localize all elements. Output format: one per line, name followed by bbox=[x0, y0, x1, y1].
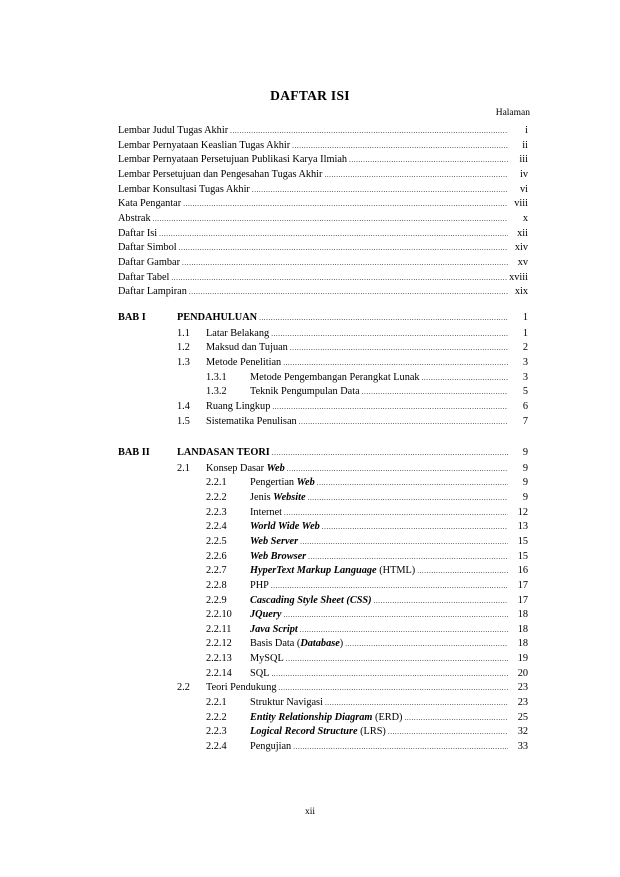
page-column-header: Halaman bbox=[495, 108, 530, 118]
entry-page: 20 bbox=[517, 667, 528, 679]
entry-label: Sistematika Penulisan bbox=[206, 415, 297, 427]
subsection-number: 2.2.3 bbox=[206, 726, 227, 738]
toc-front-item bbox=[118, 285, 528, 299]
entry-label: Pengujian bbox=[250, 741, 292, 752]
dot-leader bbox=[271, 579, 508, 593]
subsection-row bbox=[250, 696, 528, 710]
dot-leader bbox=[189, 285, 508, 299]
dot-leader bbox=[417, 564, 508, 578]
dot-leader bbox=[308, 550, 508, 564]
entry-label: Abstrak bbox=[118, 212, 151, 224]
entry-page: iv bbox=[519, 168, 528, 180]
entry-page: 18 bbox=[517, 638, 528, 650]
entry-label bbox=[250, 594, 372, 608]
entry-page: 9 bbox=[522, 462, 528, 474]
toc-front-item bbox=[118, 168, 528, 182]
toc-front-item bbox=[118, 197, 528, 211]
section-row bbox=[206, 400, 528, 414]
subsection-row bbox=[250, 535, 528, 549]
entry-page: 13 bbox=[517, 521, 528, 533]
subsection-number: 2.2.11 bbox=[206, 623, 232, 635]
entry-label: Jenis Website bbox=[250, 491, 306, 503]
section-number: 2.2 bbox=[177, 682, 190, 694]
dot-leader bbox=[362, 385, 508, 399]
entry-page: 18 bbox=[517, 609, 528, 621]
entry-page: xv bbox=[517, 256, 528, 268]
entry-label-italic: Web Server bbox=[250, 535, 299, 547]
section-number: 1.5 bbox=[177, 415, 190, 427]
entry-label: Daftar Isi bbox=[118, 227, 158, 239]
subsection-number: 1.3.2 bbox=[206, 386, 227, 398]
section-number: 1.4 bbox=[177, 400, 190, 412]
entry-page: 25 bbox=[517, 711, 528, 723]
entry-label: Daftar Simbol bbox=[118, 242, 177, 254]
entry-label bbox=[250, 520, 320, 534]
toc-front-item bbox=[118, 153, 528, 167]
entry-label-italic: World Wide Web bbox=[250, 521, 320, 533]
dot-leader bbox=[422, 371, 508, 385]
section-row bbox=[206, 415, 528, 429]
entry-label: MySQL bbox=[250, 653, 284, 665]
dot-leader bbox=[159, 227, 508, 241]
entry-label: Konsep Dasar Web bbox=[206, 462, 285, 474]
entry-label-italic: Web bbox=[266, 462, 285, 474]
subsection-number: 2.2.2 bbox=[206, 491, 227, 503]
entry-page: 9 bbox=[522, 477, 528, 489]
entry-page: 9 bbox=[522, 491, 528, 503]
entry-label: Metode Penelitian bbox=[206, 356, 282, 368]
subsection-number: 2.2.12 bbox=[206, 638, 232, 650]
subsection-row bbox=[250, 476, 528, 490]
section-number: 1.3 bbox=[177, 356, 190, 368]
entry-page: 23 bbox=[517, 682, 528, 694]
entry-label: Daftar Tabel bbox=[118, 271, 170, 283]
dot-leader bbox=[293, 740, 508, 754]
subsection-row bbox=[250, 371, 528, 385]
section-row bbox=[206, 327, 528, 341]
entry-label: Daftar Gambar bbox=[118, 256, 181, 268]
entry-page: 2 bbox=[522, 342, 528, 354]
toc-front-item bbox=[118, 271, 528, 285]
entry-page: 19 bbox=[517, 653, 528, 665]
dot-leader bbox=[230, 124, 508, 138]
entry-page: xii bbox=[517, 227, 528, 239]
dot-leader bbox=[272, 400, 508, 414]
toc-front-item bbox=[118, 241, 528, 255]
dot-leader bbox=[153, 212, 508, 226]
toc-front-item bbox=[118, 227, 528, 241]
entry-label bbox=[250, 550, 306, 564]
entry-label: Daftar Lampiran bbox=[118, 286, 187, 298]
dot-leader bbox=[325, 696, 508, 710]
subsection-number: 2.2.6 bbox=[206, 550, 227, 562]
entry-label: Lembar Pernyataan Persetujuan Publikasi Karya Ilmiah bbox=[118, 154, 348, 166]
section-row bbox=[206, 356, 528, 370]
subsection-row bbox=[250, 623, 528, 637]
chapter-number: BAB II bbox=[118, 447, 150, 458]
subsection-number: 2.2.4 bbox=[206, 741, 227, 752]
toc-front-item bbox=[118, 183, 528, 197]
subsection-row bbox=[250, 637, 528, 651]
dot-leader bbox=[252, 183, 508, 197]
dot-leader bbox=[287, 462, 508, 476]
entry-label-italic: Java Script bbox=[250, 623, 298, 635]
entry-page: 12 bbox=[517, 506, 528, 518]
chapter-number: BAB I bbox=[118, 312, 146, 323]
subsection-number: 2.2.4 bbox=[206, 521, 227, 533]
subsection-row bbox=[250, 711, 528, 725]
entry-label: Lembar Persetujuan dan Pengesahan Tugas Akhir bbox=[118, 168, 323, 180]
subsection-row bbox=[250, 579, 528, 593]
subsection-row bbox=[250, 491, 528, 505]
entry-page: 6 bbox=[522, 400, 528, 412]
dot-leader bbox=[284, 506, 508, 520]
dot-leader bbox=[308, 491, 508, 505]
entry-page: i bbox=[525, 125, 528, 136]
entry-page: 23 bbox=[517, 697, 528, 709]
dot-leader bbox=[271, 327, 508, 341]
dot-leader bbox=[404, 711, 508, 725]
entry-page: ii bbox=[522, 139, 528, 151]
entry-label: PENDAHULUAN bbox=[177, 312, 258, 323]
subsection-number: 2.2.5 bbox=[206, 535, 227, 547]
entry-page: 17 bbox=[517, 594, 528, 606]
dot-leader bbox=[300, 623, 508, 637]
entry-label-italic: Web Browser bbox=[250, 550, 307, 562]
entry-page: 33 bbox=[517, 741, 528, 752]
entry-page: 5 bbox=[522, 386, 528, 398]
dot-leader bbox=[349, 153, 508, 167]
entry-page: xiv bbox=[514, 242, 528, 254]
entry-label bbox=[250, 535, 298, 549]
dot-leader bbox=[374, 594, 508, 608]
entry-label: LANDASAN TEORI bbox=[177, 447, 270, 458]
subsection-number: 2.2.1 bbox=[206, 697, 227, 709]
entry-label-italic: Website bbox=[273, 491, 306, 503]
dot-leader bbox=[299, 415, 508, 429]
entry-page: xix bbox=[514, 286, 528, 298]
subsection-number: 2.2.14 bbox=[206, 667, 232, 679]
entry-label: Teknik Pengumpulan Data bbox=[250, 386, 360, 398]
toc-front-item bbox=[118, 124, 528, 138]
dot-leader bbox=[300, 535, 508, 549]
subsection-number: 2.2.10 bbox=[206, 609, 232, 621]
dot-leader bbox=[322, 520, 508, 534]
entry-label bbox=[250, 608, 281, 622]
subsection-row bbox=[250, 520, 528, 534]
entry-page: 18 bbox=[517, 623, 528, 635]
entry-page: viii bbox=[514, 198, 528, 210]
entry-page: 1 bbox=[522, 312, 528, 323]
dot-leader bbox=[259, 311, 508, 325]
entry-label: Lembar Pernyataan Keaslian Tugas Akhir bbox=[118, 139, 291, 151]
entry-label-italic: Web bbox=[296, 477, 315, 489]
entry-label: HyperText Markup Language (HTML) bbox=[250, 565, 416, 577]
entry-label: Lembar Judul Tugas Akhir bbox=[118, 125, 229, 136]
entry-label: PHP bbox=[250, 579, 269, 591]
entry-label: Maksud dan Tujuan bbox=[206, 342, 288, 354]
dot-leader bbox=[271, 667, 508, 681]
entry-label: Struktur Navigasi bbox=[250, 697, 323, 709]
entry-page: 7 bbox=[522, 415, 528, 427]
subsection-row bbox=[250, 740, 528, 754]
entry-page: iii bbox=[519, 154, 528, 166]
dot-leader bbox=[279, 681, 509, 695]
section-number: 2.1 bbox=[177, 462, 190, 474]
subsection-row bbox=[250, 667, 528, 681]
subsection-row bbox=[250, 725, 528, 739]
dot-leader bbox=[179, 241, 508, 255]
subsection-row bbox=[250, 385, 528, 399]
subsection-number: 1.3.1 bbox=[206, 371, 227, 383]
entry-label: Teori Pendukung bbox=[206, 682, 277, 694]
subsection-number: 2.2.9 bbox=[206, 594, 227, 606]
chapter-row bbox=[177, 311, 528, 325]
subsection-number: 2.2.13 bbox=[206, 653, 232, 665]
entry-page: 1 bbox=[522, 327, 528, 339]
toc-front-item bbox=[118, 256, 528, 270]
page-title: DAFTAR ISI bbox=[270, 88, 350, 103]
dot-leader bbox=[292, 139, 508, 153]
entry-label: Entity Relationship Diagram (ERD) bbox=[250, 711, 403, 723]
entry-label-italic: Entity Relationship Diagram bbox=[250, 711, 373, 723]
entry-label: Ruang Lingkup bbox=[206, 400, 271, 412]
page-number: xii bbox=[304, 807, 316, 817]
entry-label: Basis Data (Database) bbox=[250, 638, 344, 650]
subsection-number: 2.2.2 bbox=[206, 711, 227, 723]
toc-front-item bbox=[118, 212, 528, 226]
entry-label: Internet bbox=[250, 506, 283, 518]
dot-leader bbox=[388, 725, 508, 739]
subsection-row bbox=[250, 506, 528, 520]
dot-leader bbox=[317, 476, 508, 490]
entry-label: Pengertian Web bbox=[250, 477, 315, 489]
subsection-row bbox=[250, 608, 528, 622]
entry-label bbox=[250, 623, 298, 637]
entry-page: 9 bbox=[522, 447, 528, 458]
entry-page: 3 bbox=[522, 356, 528, 368]
section-row bbox=[206, 341, 528, 355]
entry-label: Lembar Konsultasi Tugas Akhir bbox=[118, 183, 250, 195]
entry-label: Metode Pengembangan Perangkat Lunak bbox=[250, 371, 420, 383]
subsection-row bbox=[250, 564, 528, 578]
entry-page: 16 bbox=[517, 565, 528, 577]
subsection-number: 2.2.7 bbox=[206, 565, 227, 577]
toc-front-item bbox=[118, 139, 528, 153]
entry-page: 32 bbox=[517, 726, 528, 738]
entry-label-italic: HyperText Markup Language bbox=[250, 565, 377, 577]
entry-page: xviii bbox=[509, 271, 528, 283]
entry-page: 17 bbox=[517, 579, 528, 591]
entry-label-italic: Database bbox=[300, 638, 340, 650]
subsection-number: 2.2.3 bbox=[206, 506, 227, 518]
dot-leader bbox=[283, 356, 508, 370]
entry-label-italic: Logical Record Structure bbox=[250, 726, 358, 738]
entry-label-italic: Cascading Style Sheet (CSS) bbox=[250, 594, 372, 606]
subsection-number: 2.2.8 bbox=[206, 579, 227, 591]
subsection-row bbox=[250, 652, 528, 666]
section-row bbox=[206, 462, 528, 476]
entry-page: vi bbox=[519, 183, 528, 195]
entry-page: x bbox=[522, 212, 528, 224]
section-number: 1.2 bbox=[177, 342, 190, 354]
entry-page: 15 bbox=[517, 550, 528, 562]
dot-leader bbox=[183, 197, 508, 211]
entry-label: SQL bbox=[250, 667, 270, 679]
dot-leader bbox=[290, 341, 508, 355]
entry-label: Latar Belakang bbox=[206, 327, 270, 339]
chapter-row bbox=[177, 446, 528, 460]
subsection-row bbox=[250, 594, 528, 608]
dot-leader bbox=[345, 637, 508, 651]
dot-leader bbox=[324, 168, 508, 182]
section-number: 1.1 bbox=[177, 327, 190, 339]
dot-leader bbox=[171, 271, 507, 285]
dot-leader bbox=[286, 652, 508, 666]
dot-leader bbox=[182, 256, 508, 270]
dot-leader bbox=[272, 446, 508, 460]
subsection-row bbox=[250, 550, 528, 564]
section-row bbox=[206, 681, 528, 695]
entry-label-italic: JQuery bbox=[250, 609, 282, 621]
entry-label: Logical Record Structure (LRS) bbox=[250, 726, 386, 738]
subsection-number: 2.2.1 bbox=[206, 477, 227, 489]
dot-leader bbox=[283, 608, 508, 622]
entry-page: 15 bbox=[517, 535, 528, 547]
entry-label: Kata Pengantar bbox=[118, 198, 182, 210]
entry-page: 3 bbox=[522, 371, 528, 383]
